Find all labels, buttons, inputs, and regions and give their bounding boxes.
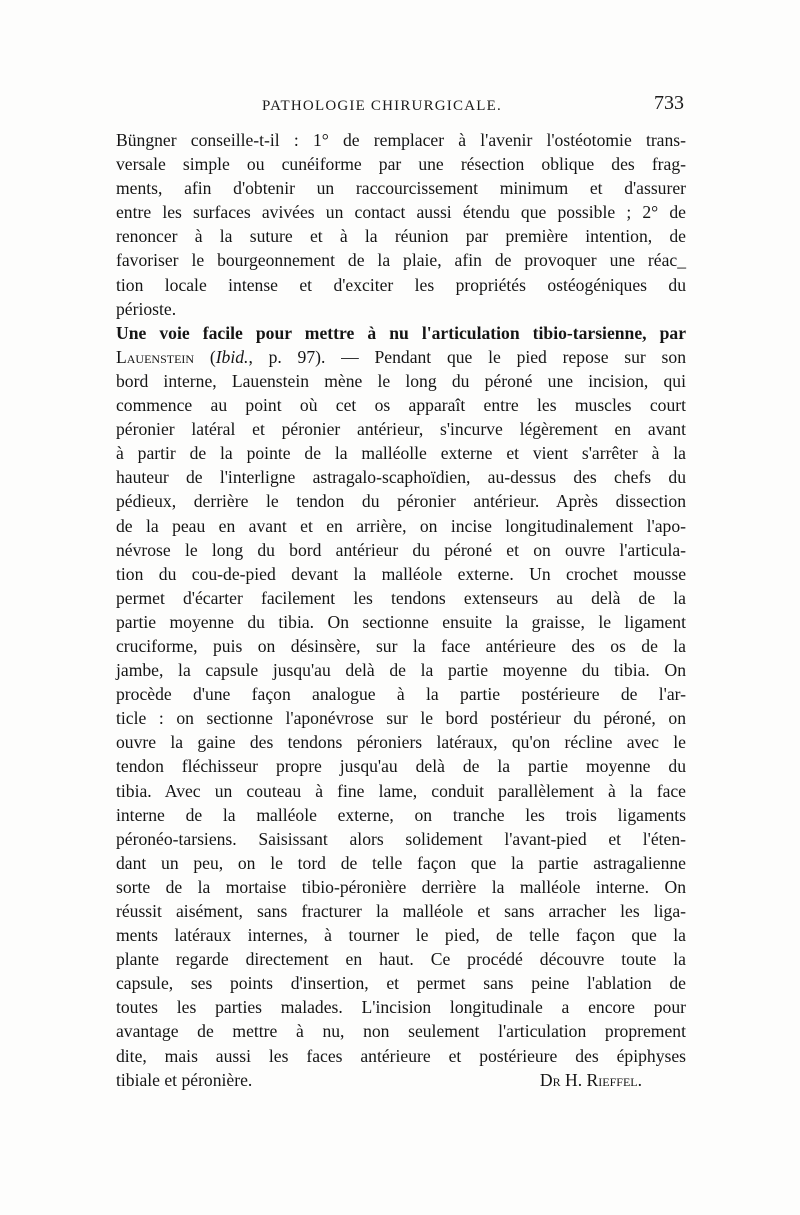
text-line: permet d'écarter facilement les tendons extenseurs au delà de la: [116, 587, 686, 608]
text-line: de la peau en avant et en arrière, on incise longitudinalement l'apo-: [116, 515, 686, 536]
text-line: ticle : on sectionne l'aponévrose sur le bord postérieur du péroné, on: [116, 708, 686, 729]
text-line: ments latéraux internes, à tourner le pied, de telle façon que la: [116, 925, 686, 946]
text-line: toutes les parties malades. L'incision longitudinale a encore pour: [116, 997, 686, 1018]
signature: Dr H. Rieffel.: [539, 1069, 642, 1090]
running-title: PATHOLOGIE CHIRURGICALE.: [262, 98, 502, 114]
text-line: dant un peu, on le tord de telle façon que la partie astragalienne: [116, 852, 686, 873]
text-line: dite, mais aussi les faces antérieure et postérieure des épiphyses: [116, 1045, 686, 1066]
text-line: capsule, ses points d'insertion, et permet sans peine l'ablation de: [116, 973, 686, 994]
text-line: tendon fléchisseur propre jusqu'au delà de la partie moyenne du: [116, 756, 686, 777]
text-line: avantage de mettre à nu, non seulement l'articulation proprement: [116, 1021, 686, 1042]
article-author: Lauenstein: [116, 346, 195, 367]
text-line: réussit aisément, sans fracturer la malléole et sans arracher les liga-: [116, 901, 686, 921]
closing-text: tibiale et péronière.: [116, 1069, 253, 1090]
text-line: hauteur de l'interligne astragalo-scaphoïdien, au-dessus des chefs du: [116, 467, 686, 488]
closing-line: [116, 1068, 686, 1092]
text-line: bord interne, Lauenstein mène le long du péroné une incision, qui: [116, 370, 686, 391]
text-line: interne de la malléole externe, on tranche les trois ligaments: [116, 804, 686, 825]
reference-ibid: Ibid.: [215, 346, 249, 367]
article-reference-line: [116, 345, 686, 369]
page-number: 733: [654, 92, 684, 114]
text-line: ments, afin d'obtenir un raccourcissement minimum et d'assurer: [116, 178, 686, 199]
paragraph-continuation: [116, 128, 686, 321]
text-line: entre les surfaces avivées un contact aussi étendu que possible ; 2° de: [116, 202, 686, 223]
text-line: plante regarde directement en haut. Ce procédé découvre toute la: [116, 949, 686, 970]
text-line: péronier latéral et péronier antérieur, s'incurve légèrement en avant: [116, 419, 686, 440]
text-line: renoncer à la suture et à la réunion par première intention, de: [116, 226, 686, 247]
text-line: névrose le long du bord antérieur du péroné et on ouvre l'articula-: [116, 539, 686, 560]
text-line: sorte de la mortaise tibio-péronière derrière la malléole interne. On: [116, 876, 686, 897]
text-line: commence au point où cet os apparaît entre les muscles court: [116, 395, 686, 416]
text-line: pédieux, derrière le tendon du péronier antérieur. Après dissection: [116, 491, 686, 512]
text-line: tion locale intense et d'exciter les propriétés ostéogéniques du: [116, 274, 686, 295]
text-line: ouvre la gaine des tendons péroniers latéraux, qu'on récline avec le: [116, 732, 686, 753]
page-header: [116, 92, 686, 122]
article-section: [116, 321, 686, 1092]
text-line: péronéo-tarsiens. Saisissant alors solidement l'avant-pied et l'éten-: [116, 828, 686, 849]
text-line: tibia. Avec un couteau à fine lame, conduit parallèlement à la face: [116, 780, 686, 801]
article-title: Une voie facile pour mettre à nu l'articulation tibio-tarsienne, par: [116, 322, 686, 343]
text-line: cruciforme, puis on désinsère, sur la face antérieure des os de la: [116, 635, 686, 656]
text-line: tion du cou-de-pied devant la malléole externe. Un crochet mousse: [116, 563, 686, 584]
text-line: versale simple ou cunéiforme par une résection oblique des frag-: [116, 154, 686, 175]
reference-open: (: [194, 346, 216, 367]
text-line: favoriser le bourgeonnement de la plaie, afin de provoquer une réac_: [116, 250, 686, 271]
text-line: partie moyenne du tibia. On sectionne ensuite la graisse, le ligament: [116, 611, 686, 632]
text-line: Büngner conseille-t-il : 1° de remplacer à l'avenir l'ostéotomie trans-: [116, 130, 686, 150]
article-body: [116, 369, 686, 1068]
reference-rest: , p. 97). — Pendant que le pied repose sur son: [248, 346, 686, 367]
body-text: [116, 128, 686, 1092]
text-line: à partir de la pointe de la malléolle externe et vient s'arrêter à la: [116, 443, 686, 464]
text-line: jambe, la capsule jusqu'au delà de la partie moyenne du tibia. On: [116, 660, 686, 681]
text-line: procède d'une façon analogue à la partie postérieure de l'ar-: [116, 684, 686, 705]
text-line: périoste.: [116, 298, 177, 319]
